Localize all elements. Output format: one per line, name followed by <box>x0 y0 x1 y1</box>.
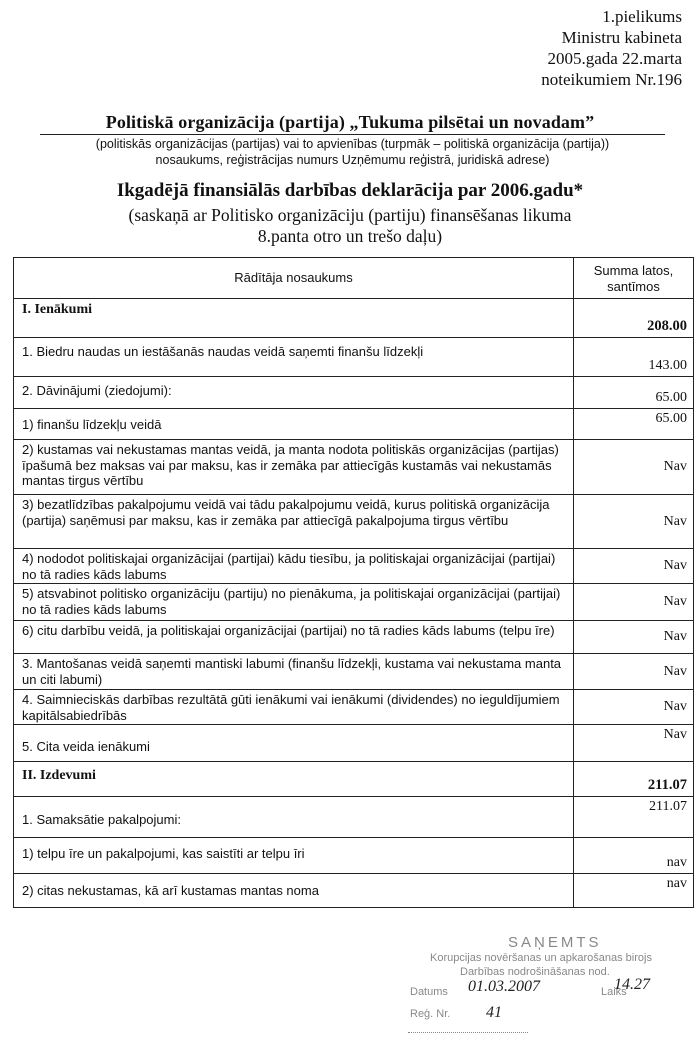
row-value: 65.00 <box>655 390 687 405</box>
row-value-cell <box>574 762 693 796</box>
financial-table <box>13 257 694 908</box>
organization-caption-line: (politiskās organizācijas (partijas) vai to apvienības (turpmāk – politiskā organizācija (partija)) <box>95 137 610 151</box>
declaration-subtitle-line: (saskaņā ar Politisko organizāciju (partiju) finansēšanas likuma <box>128 205 572 225</box>
row-label: 2. Dāvinājumi (ziedojumi): <box>14 377 574 408</box>
stamp-time-label: Laiks <box>600 986 627 998</box>
table-row <box>14 337 693 376</box>
header-sum-line: santīmos <box>607 279 660 294</box>
row-value: 143.00 <box>648 358 687 373</box>
section-label: II. Izdevumi <box>22 768 96 783</box>
stamp-date-label: Datums <box>410 986 448 998</box>
row-value: Nav <box>663 727 687 742</box>
header-sum-cell <box>574 258 693 298</box>
row-value: 208.00 <box>647 318 687 334</box>
table-row <box>14 620 693 653</box>
row-value-cell <box>574 495 693 548</box>
row-label: 1. Samaksātie pakalpojumi: <box>14 797 574 837</box>
row-label: 5. Cita veida ienākumi <box>14 725 574 761</box>
table-header-row <box>14 258 693 298</box>
stamp-reg-label: Reģ. Nr. <box>410 1008 451 1020</box>
row-value: Nav <box>663 513 687 529</box>
table-row <box>14 583 693 620</box>
row-value-cell <box>574 584 693 620</box>
row-value: Nav <box>663 663 687 679</box>
row-label: 5) atsvabinot politisko organizāciju (partiju) no pienākuma, ja politiskajai organizācijai (partijai) no tā radies kāds labums <box>14 584 574 620</box>
stamp-reg-handwritten: 41 <box>486 1004 502 1021</box>
row-value-cell <box>574 549 693 583</box>
row-label: 1. Biedru naudas un iestāšanās naudas veidā saņemti finanšu līdzekļi <box>14 338 574 376</box>
table-row <box>14 873 693 907</box>
annex-line: noteikumiem Nr.196 <box>541 70 682 89</box>
annex-reference <box>541 6 682 90</box>
organization-name: Politiskā organizācija (partija) „Tukuma pilsētai un novadam” <box>105 112 595 132</box>
header-sum-line: Summa latos, <box>593 263 674 278</box>
row-value: 211.07 <box>649 799 687 814</box>
table-row <box>14 376 693 408</box>
row-label: 4. Saimnieciskās darbības rezultātā gūti ienākumi vai ienākumi (dividendes) no ieguldījumiem kapitālsabiedrībās <box>14 690 574 724</box>
declaration-title: Ikgadējā finansiālās darbības deklarācija par 2006.gadu* <box>116 180 584 201</box>
stamp-time-handwritten: 14.27 <box>614 976 650 993</box>
annex-line: 2005.gada 22.marta <box>547 49 682 68</box>
row-value-cell <box>574 440 693 494</box>
table-row <box>14 837 693 873</box>
row-value: Nav <box>663 558 687 573</box>
row-label: 1) telpu īre un pakalpojumi, kas saistīti ar telpu īri <box>14 838 574 873</box>
section-label: I. Ienākumi <box>22 302 93 317</box>
row-value: Nav <box>663 594 687 609</box>
row-value: 65.00 <box>655 411 687 426</box>
row-value-cell <box>574 874 693 907</box>
organization-caption <box>40 136 665 168</box>
table-row <box>14 796 693 837</box>
row-label: 6) citu darbību veidā, ja politiskajai organizācijai (partijai) no tā radies kāds labums (telpu īre) <box>14 621 574 653</box>
declaration-subtitle <box>0 205 700 247</box>
row-value-cell <box>574 377 693 408</box>
table-row <box>14 548 693 583</box>
row-value-cell <box>574 338 693 376</box>
row-label: 1) finanšu līdzekļu veidā <box>14 409 574 439</box>
stamp-divider <box>408 1032 528 1033</box>
table-row <box>14 298 693 337</box>
row-value-cell <box>574 621 693 653</box>
row-value: nav <box>666 855 687 870</box>
stamp-agency: Korupcijas novēršanas un apkarošanas birojs <box>430 952 652 964</box>
stamp-department: Darbības nodrošināšanas nod. <box>460 966 610 978</box>
row-value: Nav <box>663 629 687 644</box>
row-label: 3) bezatlīdzības pakalpojumu veidā vai tādu pakalpojumu veidā, kurus politiskā organizācija (partija) saņēmusi par maksu, kas ir zemāka par attiecīgā pakalpojuma tirgus vērtību <box>14 495 574 548</box>
row-label: 2) kustamas vai nekustamas mantas veidā, ja manta nodota politiskās organizācijas (partijas) īpašumā bez maksas vai par maksu, kas ir zemāka par attiecīgās kustamās vai nekustamās mantas tirgus vērtību <box>14 440 574 494</box>
row-value: nav <box>666 876 687 891</box>
annex-line: 1.pielikums <box>602 7 682 26</box>
row-value-cell <box>574 690 693 724</box>
row-label: 2) citas nekustamas, kā arī kustamas mantas noma <box>14 874 574 907</box>
annex-line: Ministru kabineta <box>561 28 682 47</box>
row-value: Nav <box>663 699 687 714</box>
row-label: 4) nododot politiskajai organizācijai (partijai) kādu tiesību, ja politiskajai organizācijai (partijai) no tā radies kāds labums <box>14 549 574 583</box>
row-label <box>14 299 574 337</box>
row-value: Nav <box>663 459 687 474</box>
row-value-cell <box>574 654 693 689</box>
table-row <box>14 724 693 761</box>
declaration-subtitle-line: 8.panta otro un trešo daļu) <box>257 226 443 246</box>
row-value-cell <box>574 409 693 439</box>
row-label <box>14 762 574 796</box>
row-value-cell <box>574 797 693 837</box>
stamp-title: SAŅEMTS <box>508 934 602 951</box>
table-row <box>14 408 693 439</box>
row-value: 211.07 <box>647 777 687 793</box>
row-value-cell <box>574 838 693 873</box>
header-name-cell: Rādītāja nosaukums <box>14 258 574 298</box>
table-row <box>14 494 693 548</box>
row-value-cell <box>574 725 693 761</box>
table-row <box>14 689 693 724</box>
row-label: 3. Mantošanas veidā saņemti mantiski labumi (finanšu līdzekļi, kustama vai nekustama manta un citi labumi) <box>14 654 574 689</box>
row-value-cell <box>574 299 693 337</box>
table-row <box>14 439 693 494</box>
stamp-date-handwritten: 01.03.2007 <box>468 978 540 995</box>
reception-stamp <box>408 932 698 1042</box>
table-row <box>14 653 693 689</box>
organization-caption-line: nosaukums, reģistrācijas numurs Uzņēmumu reģistrā, juridiskā adrese) <box>155 153 550 167</box>
table-row <box>14 761 693 796</box>
organization-underline <box>40 134 665 135</box>
